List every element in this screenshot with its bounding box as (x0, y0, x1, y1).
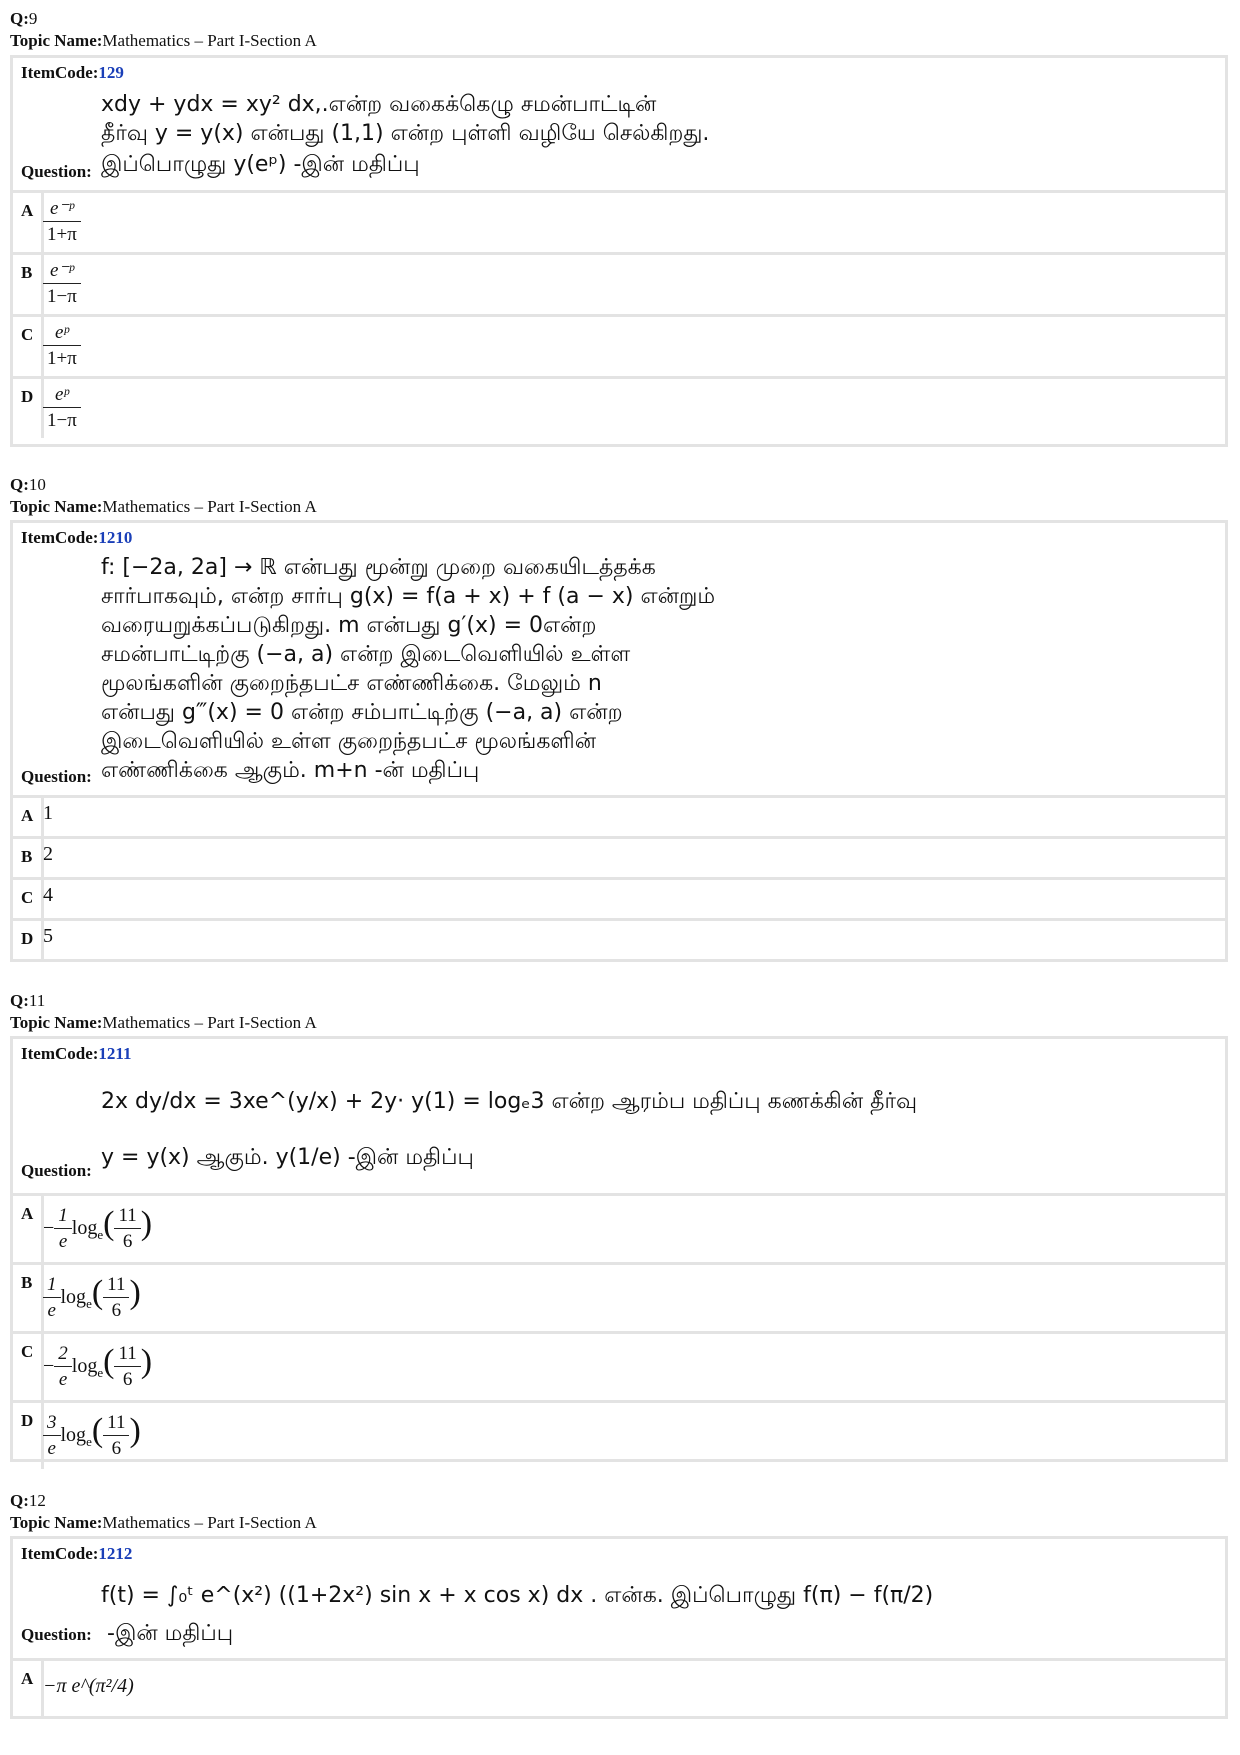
option-value: 1 (43, 802, 53, 824)
q-label: Q: (10, 475, 29, 494)
question-panel-11 (10, 1036, 1228, 1462)
q-number: 12 (28, 1491, 46, 1510)
question-line: வரையறுக்கப்படுகிறது. m என்பது g′(x) = 0என்ற (101, 613, 597, 638)
q-label: Q: (10, 991, 29, 1010)
option-letter: C (21, 325, 34, 344)
question-body (13, 1539, 1225, 1661)
question-line: f: [−2a, 2a] → ℝ என்பது மூன்று முறை வகையிடத்தக்க (101, 555, 656, 580)
option-numerator: e⁻ᵖ (49, 260, 74, 281)
option-letter: B (21, 1273, 33, 1292)
option-b[interactable]: B $\frac{1}{e}$ $\log_e$( $\frac{11}{6}$ ) (13, 1265, 1225, 1334)
question-line: -இன் மதிப்பு (107, 1621, 234, 1646)
topic-label: Topic Name: (10, 1513, 103, 1532)
option-letter: B (21, 263, 33, 282)
option-value: −π e^(π²/4) (43, 1675, 134, 1697)
option-letter: A (21, 1669, 34, 1688)
option-c[interactable]: C − $\frac{2}{e}$ $\log_e$( $\frac{11}{6}$ ) (13, 1334, 1225, 1403)
option-letter: D (21, 1411, 34, 1430)
item-code: ItemCode:1212 (21, 1544, 133, 1563)
option-letter: C (21, 1342, 34, 1361)
question-header-10 (10, 474, 317, 518)
question-panel-12 (10, 1536, 1228, 1719)
question-line: இடைவெளியில் உள்ள குறைந்தபட்ச மூலங்களின் (101, 729, 597, 754)
question-body (13, 1039, 1225, 1196)
option-b[interactable] (13, 255, 1225, 317)
option-numerator: eᵖ (55, 384, 69, 405)
q-label: Q: (10, 9, 29, 28)
question-line: y = y(x) ஆகும். y(1/e) -இன் மதிப்பு (101, 1145, 474, 1170)
item-code: ItemCode:1210 (21, 528, 133, 547)
q-number: 11 (28, 991, 46, 1010)
topic-name: Mathematics – Part I-Section A (102, 31, 317, 50)
option-denominator: 1+π (43, 221, 81, 248)
question-label: Question: (21, 162, 92, 181)
q-number: 10 (28, 475, 46, 494)
option-d[interactable] (13, 921, 1225, 959)
question-line: எண்ணிக்கை ஆகும். m+n -ன் மதிப்பு (101, 758, 480, 783)
question-line: இப்பொழுது y(eᵖ) -இன் மதிப்பு (101, 152, 420, 177)
option-letter: A (21, 201, 34, 220)
topic-name: Mathematics – Part I-Section A (102, 1013, 317, 1032)
item-code: ItemCode:129 (21, 63, 124, 82)
question-panel-9 (10, 55, 1228, 447)
topic-label: Topic Name: (10, 31, 103, 50)
option-numerator: e⁻ᵖ (49, 198, 74, 219)
option-value: 5 (43, 925, 53, 947)
topic-label: Topic Name: (10, 1013, 103, 1032)
q-label: Q: (10, 1491, 29, 1510)
question-panel-10 (10, 520, 1228, 962)
question-label: Question: (21, 767, 92, 786)
topic-name: Mathematics – Part I-Section A (102, 1513, 317, 1532)
question-header-12 (10, 1490, 317, 1534)
question-line: 2x dy/dx = 3xe^(y/x) + 2y· y(1) = logₑ3 என்ற ஆரம்ப மதிப்பு கணக்கின் தீர்வு (101, 1089, 918, 1114)
option-a[interactable] (13, 193, 1225, 255)
option-a[interactable] (13, 798, 1225, 839)
topic-label: Topic Name: (10, 497, 103, 516)
option-a[interactable]: A − $\frac{1}{e}$ $\log_e$( $\frac{11}{6}$ ) (13, 1196, 1225, 1265)
option-letter: A (21, 1204, 34, 1223)
question-header-11 (10, 990, 317, 1034)
option-value: 4 (43, 884, 53, 906)
question-label: Question: (21, 1161, 92, 1180)
question-body (13, 58, 1225, 193)
option-letter: A (21, 806, 34, 825)
question-line: xdy + ydx = xy² dx,.என்ற வகைக்கெழு சமன்பாட்டின் (101, 92, 657, 117)
option-a[interactable] (13, 1661, 1225, 1719)
option-c[interactable] (13, 317, 1225, 379)
item-code: ItemCode:1211 (21, 1044, 132, 1063)
option-d[interactable] (13, 379, 1225, 438)
option-denominator: 1−π (43, 407, 81, 434)
option-d[interactable]: D $\frac{3}{e}$ $\log_e$( $\frac{11}{6}$ ) (13, 1403, 1225, 1469)
question-line: மூலங்களின் குறைந்தபட்ச எண்ணிக்கை. மேலும் n (101, 671, 602, 696)
option-denominator: 1−π (43, 283, 81, 310)
option-b[interactable] (13, 839, 1225, 880)
question-label: Question: (21, 1625, 92, 1644)
option-letter: B (21, 847, 33, 866)
question-body (13, 523, 1225, 798)
option-letter: D (21, 929, 34, 948)
option-c[interactable] (13, 880, 1225, 921)
option-letter: D (21, 387, 34, 406)
question-line: சமன்பாட்டிற்கு (−a, a) என்ற இடைவெளியில் உள்ள (101, 642, 631, 667)
option-letter: C (21, 888, 34, 907)
option-numerator: eᵖ (55, 322, 69, 343)
question-line: தீர்வு y = y(x) என்பது (1,1) என்ற புள்ளி வழியே செல்கிறது. (101, 121, 710, 146)
option-denominator: 1+π (43, 345, 81, 372)
option-value: 2 (43, 843, 53, 865)
question-header-9 (10, 8, 317, 52)
q-number: 9 (28, 9, 38, 28)
question-line: f(t) = ∫₀ᵗ e^(x²) ((1+2x²) sin x + x cos x) dx . என்க. இப்பொழுது f(π) − f(π/2) (101, 1583, 934, 1608)
question-line: சார்பாகவும், என்ற சார்பு g(x) = f(a + x) + f (a − x) என்றும் (101, 584, 716, 609)
question-line: என்பது g‴(x) = 0 என்ற சம்பாட்டிற்கு (−a, a) என்ற (101, 700, 623, 725)
topic-name: Mathematics – Part I-Section A (102, 497, 317, 516)
